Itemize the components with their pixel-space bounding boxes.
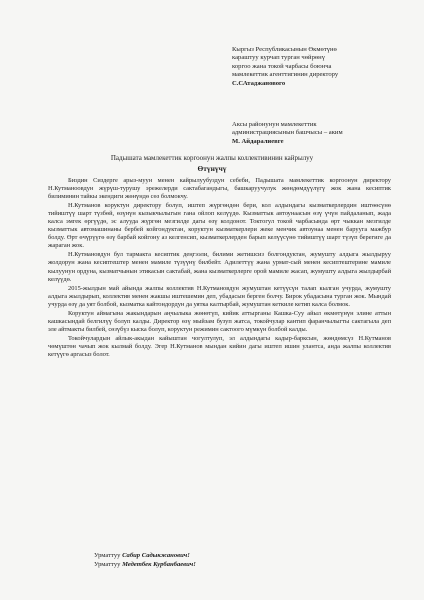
body-paragraph: Н.Кутмановдун бул тармакта кесиптик деңгээли, билими жетишсиз болгондуктан, жумушту алдыга жылдыруу жолдорун жана кесиптештер менен мамиле түзүүнү билбейт. Адилеттүү жана урмат-сый менен кесиптештерине мамиле кылуунун ордуна, кызматчынын этикасын сактабай, жана кызматкерлерге орой мамиле жасап, жумушту алдыга жылдырбай келүүдө. [48, 251, 391, 283]
addressee2-line: Аксы районунун мамлекеттик [232, 121, 317, 128]
addressee-name: С.САтаджанового [232, 79, 286, 87]
document-body [48, 177, 391, 360]
body-paragraph: Коруктун аймагына жакындарын аңчылыка жөнөтүп, кийик аттырганы Кашка-Суу айыл өкмөтүнүн элине аттын кашкасындай белгилүү болуп калды. Директор өзү мыйзам бузуп жатса, токойчулар кантип фаранчылыгты сактагыла деп эле айтмакты билбей, сөзүбүз кыска болуп, коруктун режимин сактоого мүмкүн болбой калды. [48, 309, 391, 333]
body-paragraph: Биздин Сиздерге арыз-муун менен кайрылуубуздун себеби, Падышата мамлекеттик коргоонун директору Н.Кутманоовдун жүрүш-турушу эрежелерди сактабагандыгы, башкаруучулук жөндөмдүүлүгү жок жана кесиптик билиминин тайкы экендиги жөнүндө сөз болмокчу. [48, 177, 391, 201]
addressee-line: Кыргыз Республикасынын Өкмөтүнө [232, 46, 337, 53]
signature-line [94, 560, 196, 569]
signature-name: Сабир Садыкжанович! [122, 552, 190, 559]
body-paragraph: Н.Кутманов коруктун директору болуп, иштеп жүргөндөн бери, кол алдындагы кызматкерлердин иштөөсүнө тийиштүү шарт түзбөй, өзүнүн кызыкчылыгын гана ойлоп келүүдө. Кызматтык автоунаасын өзү үчүн пайдаланып, жада калса эмгек өргүүдө, эс алууда жүргөн мезгилде дагы өзү колдонот. Токтогул токой чарбасында өрт чыккан мезгилде кызматтык автомашинаны бербей койгондуктан, коруктун кызматкерлери жеке менчик автоунаа менен барууга мажбур болду. Өрт өчүрүүгө өзү барбай койгону аз келгенсип, кызматкерлерден барып келүүсүнө тийиштүү шарт түзүп берегиге да жараган жок. [48, 202, 391, 250]
body-paragraph: 2015-жылдын май айында жалпы коллектив Н.Кутмановдун жумуштан кетүүсүн талап кылган учурда, жумушту алдыга жылдырып, коллектив менен жакшы иштешемин деп, убадасын берген болчу. Бирок убадасына турган жок. Мындай учурда өзү да уят болбой, кызматка кайтондордун да уятка калтырбай, жумуштан кеткиле кетип калса болмок. [48, 284, 391, 308]
signature-name: Медетбек Курбанбаевич! [122, 561, 196, 568]
addressee-line: коргоо жана токой чарбасы боюнча [232, 62, 332, 70]
signature-prefix: Урматтуу [94, 552, 121, 559]
signature-line [94, 551, 196, 560]
document-subheading: Өтүнүчү [197, 164, 227, 173]
addressee2-block [232, 121, 417, 146]
addressee-line: караштуу курчап турган чөйрөнү [232, 54, 325, 62]
addressee2-name: М. Айдаралиевге [232, 137, 284, 145]
addressee-block [232, 46, 417, 88]
addressee2-line: администрациясынын башчысы – аким [232, 129, 343, 137]
body-paragraph: Токойчулардын айлык-акыдан кайыштан чогултулуп, эл алдындагы кадыр-барксын, жөндөмсүз Н.Кутманов чөмүштөн чачып жок кылмай болду. Эгер Н.Кутманов мындан кийин дагы иштеп ишин улантса, анда жалпы коллектив кетүүгө аргасыз болот. [48, 334, 391, 358]
signature-block [94, 551, 196, 569]
document-heading: Падышата мамлекеттик коргоонун жалпы коллективинин кайрылуу [110, 154, 314, 162]
addressee-line: мамлекеттик агенттигинин директору [232, 71, 339, 79]
signature-prefix: Урматтуу [94, 561, 121, 568]
